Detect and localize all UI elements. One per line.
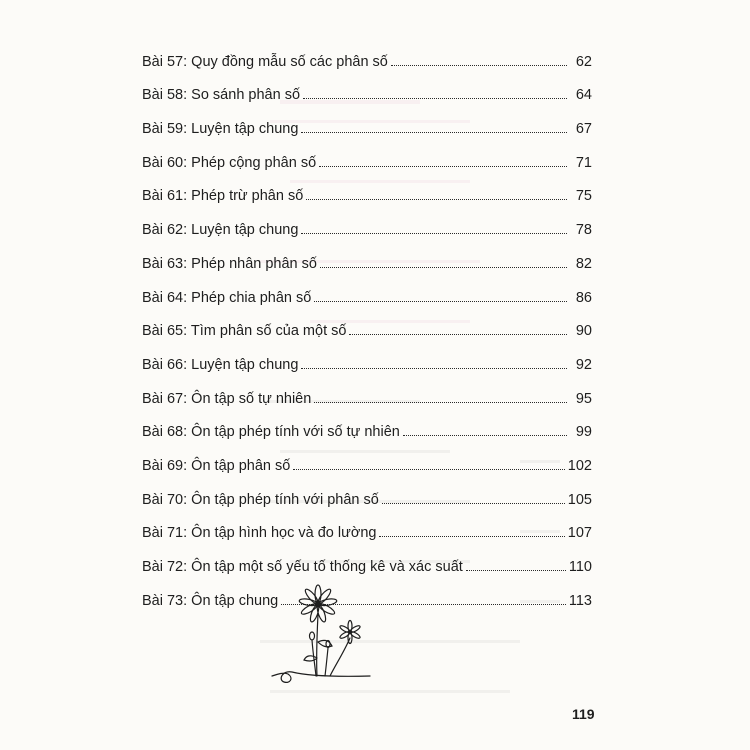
toc-entry-title: Bài 66: Luyện tập chung <box>142 356 299 373</box>
table-of-contents <box>142 36 592 609</box>
toc-entry-title: Bài 61: Phép trừ phân số <box>142 188 304 205</box>
dot-leader <box>466 570 566 571</box>
toc-entry <box>142 103 592 137</box>
toc-entry-title: Bài 63: Phép nhân phân số <box>142 255 317 272</box>
toc-entry <box>142 306 592 340</box>
page-number: 119 <box>572 706 595 722</box>
toc-entry-page-number: 90 <box>575 323 592 340</box>
toc-entry-page-number: 105 <box>567 491 592 508</box>
toc-entry-title: Bài 60: Phép cộng phân số <box>142 154 317 171</box>
toc-entry-title: Bài 62: Luyện tập chung <box>142 222 299 239</box>
dot-leader <box>306 199 567 200</box>
toc-entry <box>142 373 592 407</box>
dot-leader <box>382 503 565 504</box>
toc-entry <box>142 70 592 104</box>
toc-entry <box>142 339 592 373</box>
dot-leader <box>349 334 567 335</box>
toc-entry-page-number: 95 <box>575 390 592 407</box>
dot-leader <box>319 166 567 167</box>
toc-entry-title: Bài 57: Quy đồng mẫu số các phân số <box>142 53 388 70</box>
toc-entry <box>142 474 592 508</box>
toc-entry-page-number: 71 <box>575 154 592 171</box>
toc-entry-title: Bài 64: Phép chia phân số <box>142 289 312 306</box>
toc-entry-page-number: 110 <box>568 559 592 575</box>
toc-entry <box>142 36 592 70</box>
toc-entry <box>142 440 592 474</box>
toc-entry <box>142 407 592 441</box>
toc-entry-page-number: 64 <box>575 87 592 104</box>
toc-entry-page-number: 102 <box>567 457 592 474</box>
toc-entry-title: Bài 58: So sánh phân số <box>142 87 301 104</box>
toc-entry-page-number: 62 <box>575 53 592 70</box>
toc-entry-title: Bài 68: Ôn tập phép tính với số tự nhiên <box>142 424 400 441</box>
toc-entry <box>142 171 592 205</box>
toc-entry <box>142 541 592 575</box>
toc-entry-page-number: 78 <box>575 222 592 239</box>
dot-leader <box>403 435 567 436</box>
dot-leader <box>293 469 564 470</box>
toc-entry <box>142 508 592 542</box>
toc-entry <box>142 272 592 306</box>
toc-entry-title: Bài 59: Luyện tập chung <box>142 121 299 138</box>
toc-entry-title: Bài 65: Tìm phân số của một số <box>142 323 347 340</box>
toc-entry-page-number: 67 <box>575 121 592 138</box>
toc-entry-page-number: 75 <box>575 188 592 205</box>
toc-entry-page-number: 86 <box>575 289 592 306</box>
toc-entry <box>142 137 592 171</box>
toc-entry <box>142 204 592 238</box>
toc-entry-page-number: 99 <box>575 424 592 441</box>
dot-leader <box>301 233 567 234</box>
toc-entry-page-number: 92 <box>575 356 592 373</box>
dot-leader <box>314 301 567 302</box>
dot-leader <box>314 402 567 403</box>
toc-entry-title: Bài 69: Ôn tập phân số <box>142 457 291 474</box>
toc-entry-page-number: 107 <box>567 525 592 542</box>
toc-entry-page-number: 113 <box>568 592 592 609</box>
flower-line-drawing-icon <box>270 580 380 690</box>
toc-entry-title: Bài 70: Ôn tập phép tính với phân số <box>142 491 379 508</box>
dot-leader <box>301 368 567 369</box>
toc-entry <box>142 238 592 272</box>
dot-leader <box>303 98 567 99</box>
toc-entry-title: Bài 73: Ôn tập chung <box>142 592 279 609</box>
dot-leader <box>301 132 567 133</box>
toc-entry-title: Bài 71: Ôn tập hình học và đo lường <box>142 525 377 542</box>
dot-leader <box>391 65 567 66</box>
toc-entry-page-number: 82 <box>575 255 592 272</box>
toc-entry-title: Bài 67: Ôn tập số tự nhiên <box>142 390 312 407</box>
dot-leader <box>379 536 564 537</box>
dot-leader <box>320 267 567 268</box>
toc-entry-title: Bài 72: Ôn tập một số yếu tố thống kê và xác suất <box>142 559 463 575</box>
